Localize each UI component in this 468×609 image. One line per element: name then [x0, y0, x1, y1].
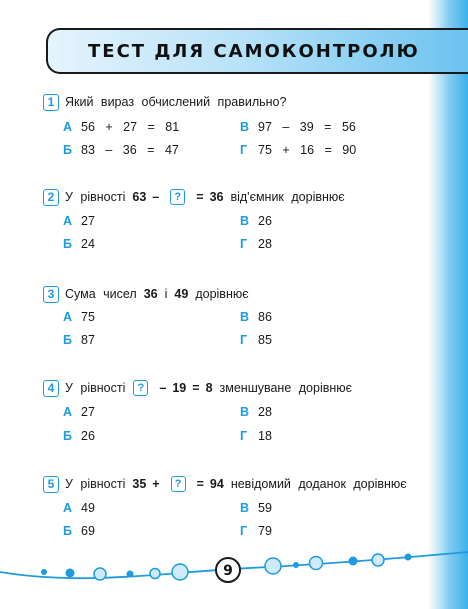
decor-dot — [265, 558, 281, 574]
option-letter: Г — [240, 524, 248, 538]
option-text: 28 — [258, 405, 272, 419]
question-4 — [43, 378, 352, 398]
question-text: У рівності — [65, 477, 126, 491]
question-text: Сума чисел — [65, 287, 137, 301]
question-5 — [43, 474, 407, 494]
option-letter: А — [63, 120, 73, 134]
decor-dot — [94, 568, 106, 580]
option-b[interactable] — [63, 522, 95, 540]
unknown-box: ? — [171, 476, 186, 492]
option-letter: В — [240, 310, 250, 324]
option-letter: В — [240, 120, 250, 134]
equation-number: 36 — [209, 190, 224, 204]
option-b[interactable] — [63, 331, 95, 349]
option-g[interactable] — [240, 331, 272, 349]
option-g[interactable] — [240, 522, 272, 540]
option-a[interactable] — [63, 499, 95, 517]
option-g[interactable] — [240, 235, 272, 253]
option-letter: В — [240, 214, 250, 228]
equation-number: 8 — [205, 381, 213, 395]
equation-number: 63 — [132, 190, 147, 204]
question-text: дорівнює — [195, 287, 249, 301]
option-text: 49 — [81, 501, 95, 515]
option-letter: Г — [240, 333, 248, 347]
option-v[interactable] — [240, 118, 356, 136]
option-a[interactable] — [63, 212, 95, 230]
question-text: і — [164, 287, 168, 301]
option-v[interactable] — [240, 403, 272, 421]
option-b[interactable] — [63, 427, 95, 445]
option-text: 69 — [81, 524, 95, 538]
decor-dot — [310, 557, 323, 570]
option-letter: А — [63, 501, 73, 515]
equation-operator: – — [159, 381, 167, 395]
option-letter: В — [240, 405, 250, 419]
option-a[interactable] — [63, 118, 179, 136]
option-text: 59 — [258, 501, 272, 515]
option-text: 79 — [258, 524, 272, 538]
question-3 — [43, 284, 249, 304]
option-text: 27 — [81, 405, 95, 419]
option-text: 83 – 36 = 47 — [81, 143, 179, 157]
question-text: У рівності — [65, 190, 126, 204]
option-letter: А — [63, 214, 73, 228]
equation-number: 36 — [143, 287, 158, 301]
option-a[interactable] — [63, 403, 95, 421]
option-text: 97 – 39 = 56 — [258, 120, 356, 134]
option-text: 26 — [258, 214, 272, 228]
equation-number: 35 — [132, 477, 147, 491]
option-letter: Б — [63, 429, 72, 443]
unknown-box: ? — [133, 380, 148, 396]
unknown-box: ? — [170, 189, 185, 205]
decor-dot — [349, 557, 358, 566]
question-text: від'ємник дорівнює — [230, 190, 345, 204]
option-letter: А — [63, 405, 73, 419]
option-letter: Б — [63, 237, 72, 251]
decor-dot — [405, 554, 412, 561]
question-number: 4 — [43, 380, 59, 397]
question-number: 2 — [43, 189, 59, 206]
option-text: 27 — [81, 214, 95, 228]
equation-number: 49 — [174, 287, 189, 301]
option-text: 75 + 16 = 90 — [258, 143, 357, 157]
page-side-gradient — [428, 0, 468, 609]
option-text: 24 — [81, 237, 95, 251]
question-number: 3 — [43, 286, 59, 303]
decor-dot — [150, 569, 160, 579]
option-v[interactable] — [240, 308, 272, 326]
question-1 — [43, 92, 286, 112]
equation-equals: = — [196, 190, 204, 204]
option-letter: В — [240, 501, 250, 515]
option-text: 56 + 27 = 81 — [81, 120, 180, 134]
equation-number: 94 — [209, 477, 224, 491]
decor-dot — [41, 569, 47, 575]
option-text: 18 — [258, 429, 272, 443]
option-text: 85 — [258, 333, 272, 347]
option-text: 87 — [81, 333, 95, 347]
question-number: 5 — [43, 476, 59, 493]
option-letter: Б — [63, 333, 72, 347]
option-text: 26 — [81, 429, 95, 443]
option-letter: Г — [240, 429, 248, 443]
option-letter: А — [63, 310, 73, 324]
question-text: невідомий доданок дорівнює — [230, 477, 407, 491]
option-letter: Б — [63, 524, 72, 538]
decor-dot — [127, 571, 134, 578]
decor-dot — [293, 562, 299, 568]
footer-wave-decoration — [0, 540, 468, 609]
option-letter: Б — [63, 143, 72, 157]
question-number: 1 — [43, 94, 59, 111]
option-text: 75 — [81, 310, 95, 324]
option-letter: Г — [240, 237, 248, 251]
equation-number: 19 — [172, 381, 187, 395]
option-v[interactable] — [240, 499, 272, 517]
option-letter: Г — [240, 143, 248, 157]
decor-dot — [172, 564, 188, 580]
decor-dot — [66, 569, 75, 578]
option-a[interactable] — [63, 308, 95, 326]
option-b[interactable] — [63, 141, 179, 159]
option-v[interactable] — [240, 212, 272, 230]
decor-dot — [372, 554, 384, 566]
question-2 — [43, 187, 345, 207]
page-number: 9 — [223, 563, 233, 579]
header-banner — [46, 28, 468, 74]
equation-equals: = — [192, 381, 200, 395]
question-text: Який вираз обчислений правильно? — [65, 95, 287, 109]
equation-equals: = — [196, 477, 204, 491]
option-g[interactable] — [240, 141, 356, 159]
equation-operator: + — [152, 477, 160, 491]
equation-operator: – — [152, 190, 160, 204]
option-b[interactable] — [63, 235, 95, 253]
option-text: 28 — [258, 237, 272, 251]
question-text: У рівності — [65, 381, 126, 395]
question-text: зменшуване дорівнює — [219, 381, 353, 395]
option-text: 86 — [258, 310, 272, 324]
page-title: ТЕСТ ДЛЯ САМОКОНТРОЛЮ — [88, 41, 420, 62]
option-g[interactable] — [240, 427, 272, 445]
